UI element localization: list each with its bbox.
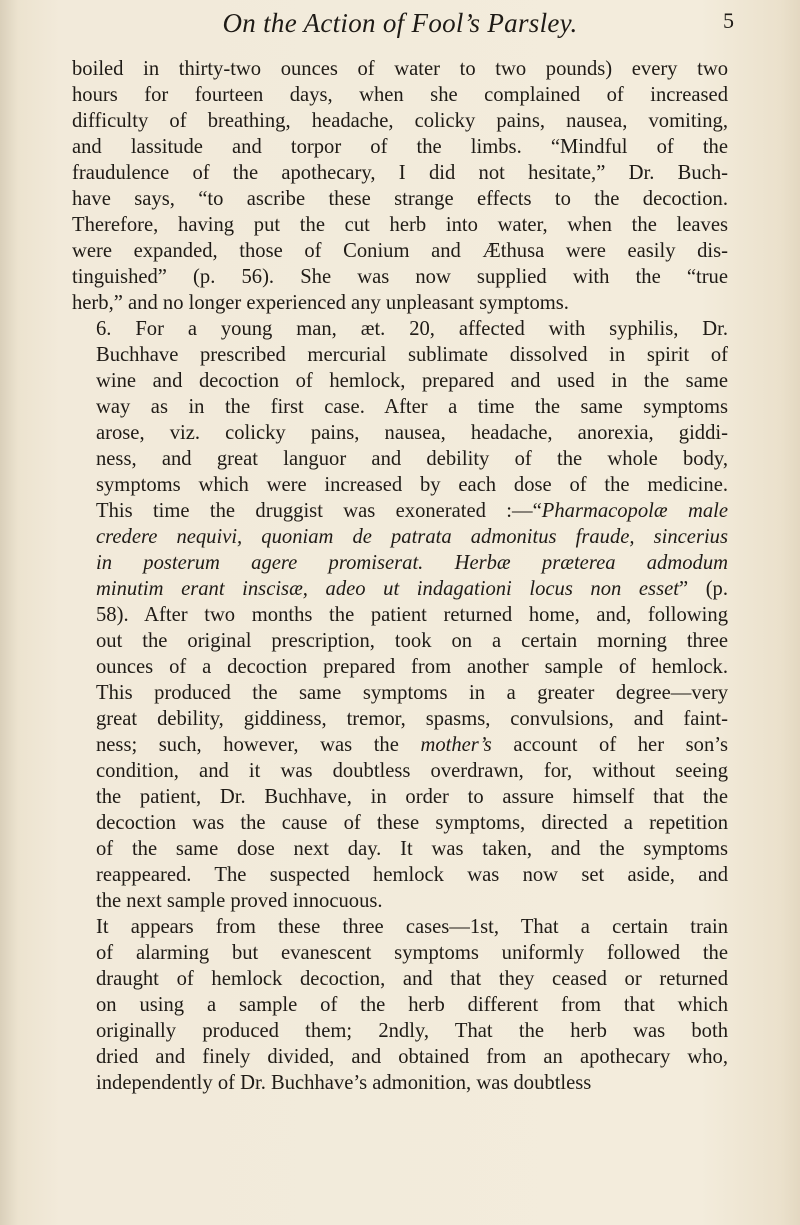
text-line: originally produced them; 2ndly, That the herb was both bbox=[96, 1020, 728, 1042]
page-header bbox=[66, 8, 734, 48]
text-fragment: ” (p. bbox=[678, 578, 728, 600]
running-title: On the Action of Fool’s Parsley. bbox=[222, 8, 578, 38]
text-line: wine and decoction of hemlock, prepared and used in the same bbox=[96, 370, 728, 392]
text-line: This produced the same symptoms in a greater degree—very bbox=[96, 682, 728, 704]
text-line: out the original prescription, took on a certain morning three bbox=[96, 630, 728, 652]
text-line: way as in the first case. After a time the same symptoms bbox=[96, 396, 728, 418]
text-line: Buchhave prescribed mercurial sublimate dissolved in spirit of bbox=[96, 344, 728, 366]
text-fragment: account of her son’s bbox=[491, 734, 728, 756]
text-line: reappeared. The suspected hemlock was now set aside, and bbox=[96, 864, 728, 886]
text-line: have says, “to ascribe these strange effects to the decoction. bbox=[72, 188, 728, 210]
latin-quote: in posterum agere promiserat. Herbæ præterea admodum bbox=[96, 552, 728, 574]
text-fragment: This time the druggist was exonerated :—“ bbox=[96, 500, 542, 522]
text-line: hours for fourteen days, when she complained of increased bbox=[72, 84, 728, 106]
text-line: dried and finely divided, and obtained from an apothecary who, bbox=[96, 1046, 728, 1068]
text-line: decoction was the cause of these symptoms, directed a repetition bbox=[96, 812, 728, 834]
text-line: 6. For a young man, æt. 20, affected with syphilis, Dr. bbox=[96, 318, 728, 340]
text-line: fraudulence of the apothecary, I did not hesitate,” Dr. Buch- bbox=[72, 162, 728, 184]
text-line: arose, viz. colicky pains, nausea, headache, anorexia, giddi- bbox=[96, 422, 728, 444]
paragraph-continuation bbox=[72, 56, 728, 316]
text-line: great debility, giddiness, tremor, spasms, convulsions, and faint- bbox=[96, 708, 728, 730]
text-line: draught of hemlock decoction, and that they ceased or returned bbox=[96, 968, 728, 990]
text-line: and lassitude and torpor of the limbs. “Mindful of the bbox=[72, 136, 728, 158]
text-line bbox=[72, 732, 728, 758]
text-line bbox=[72, 524, 728, 550]
text-line: boiled in thirty-two ounces of water to two pounds) every two bbox=[72, 58, 728, 80]
page-number: 5 bbox=[723, 8, 734, 33]
text-line: ounces of a decoction prepared from another sample of hemlock. bbox=[96, 656, 728, 678]
text-line: condition, and it was doubtless overdrawn, for, without seeing bbox=[96, 760, 728, 782]
paragraph-summary bbox=[72, 914, 728, 1096]
latin-quote: minutim erant inscisæ, adeo ut indagationi locus non esset bbox=[96, 578, 679, 600]
text-line: the patient, Dr. Buchhave, in order to assure himself that the bbox=[96, 786, 728, 808]
text-fragment: ness; such, however, was the bbox=[96, 734, 421, 756]
text-line: of the same dose next day. It was taken, and the symptoms bbox=[96, 838, 728, 860]
text-line bbox=[72, 498, 728, 524]
body-text bbox=[72, 56, 728, 1096]
text-line: symptoms which were increased by each dose of the medicine. bbox=[96, 474, 728, 496]
text-line: on using a sample of the herb different from that which bbox=[96, 994, 728, 1016]
text-line: were expanded, those of Conium and Æthusa were easily dis- bbox=[72, 240, 728, 262]
text-line: the next sample proved innocuous. bbox=[96, 890, 383, 912]
text-line: tinguished” (p. 56). She was now supplied with the “true bbox=[72, 266, 728, 288]
paragraph-case-6 bbox=[72, 316, 728, 914]
emphasis: mother’s bbox=[420, 734, 492, 756]
text-line: of alarming but evanescent symptoms uniformly followed the bbox=[96, 942, 728, 964]
text-line: difficulty of breathing, headache, colicky pains, nausea, vomiting, bbox=[72, 110, 728, 132]
text-line bbox=[72, 576, 728, 602]
text-line: independently of Dr. Buchhave’s admonition, was doubtless bbox=[96, 1072, 592, 1094]
text-line: ness, and great languor and debility of the whole body, bbox=[96, 448, 728, 470]
text-line: It appears from these three cases—1st, That a certain train bbox=[96, 916, 728, 938]
text-line: herb,” and no longer experienced any unpleasant symptoms. bbox=[72, 292, 569, 314]
latin-quote: Pharmacopolæ male bbox=[541, 500, 728, 522]
text-line bbox=[72, 550, 728, 576]
latin-quote: credere nequivi, quoniam de patrata admonitus fraude, sincerius bbox=[96, 526, 728, 548]
text-line: Therefore, having put the cut herb into water, when the leaves bbox=[72, 214, 728, 236]
text-line: 58). After two months the patient returned home, and, following bbox=[96, 604, 728, 626]
